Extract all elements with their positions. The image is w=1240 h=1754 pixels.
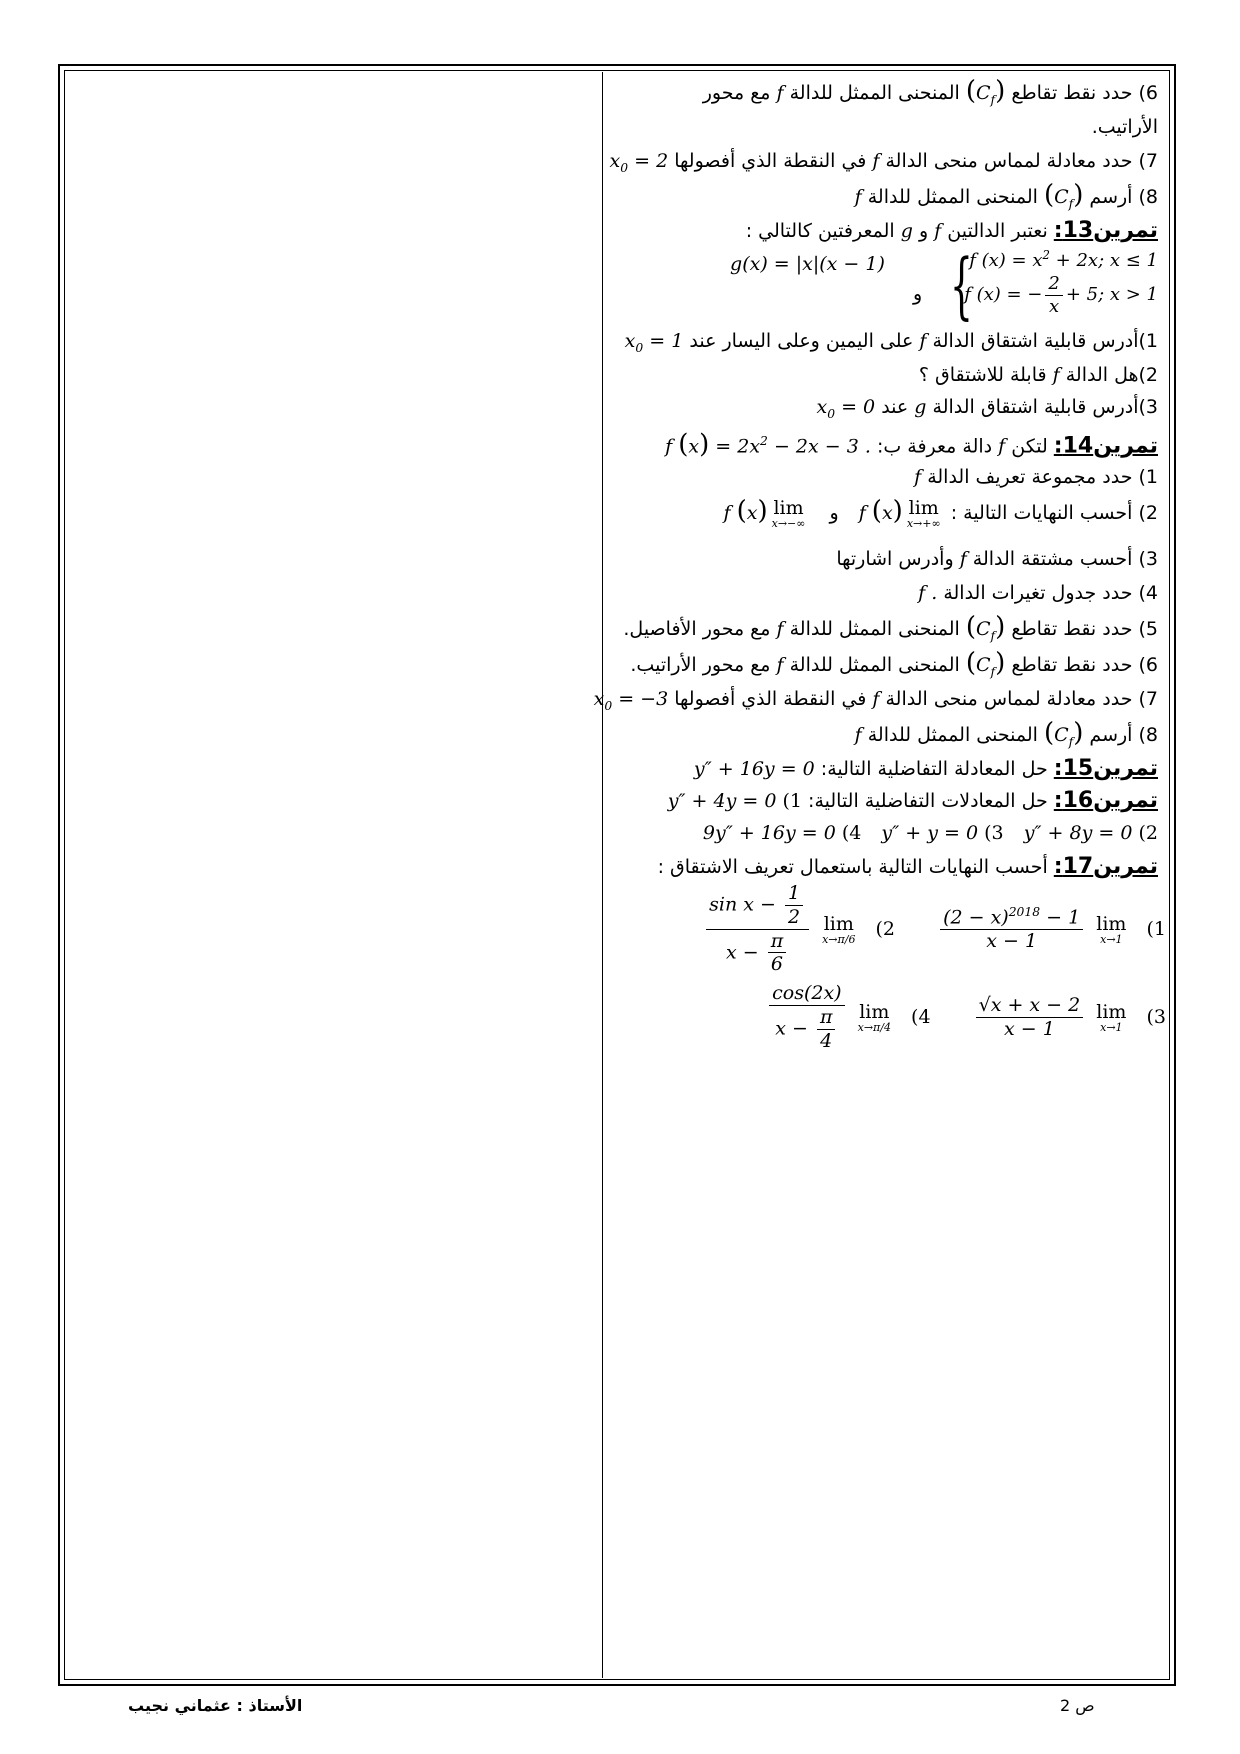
ex13-definitions: { f $(x) = x^2 + 2x$; x ≤ 1 f (x) = − $\frac{2}{x}$ + 5; x > 1 و g(x) = |x|(x − 1) [730, 243, 1158, 327]
ex16-title: تمرين16: [1053, 788, 1158, 813]
ex12-question-7: 7) حدد معادلة لمماس منحى الدالة f في النقطة الذي أفصولها $x_0 = 2$ [609, 150, 1158, 175]
column-divider [602, 72, 603, 1678]
ex14-question-5: 5) حدد نقط تقاطع $(C_f)$ المنحنى الممثل للدالة f مع محور الأفاصيل. [623, 612, 1158, 643]
ex12-question-8: 8) أرسم $(C_f)$ المنحنى الممثل للدالة f [854, 180, 1158, 211]
ex14-heading: تمرين14: لتكن f دالة معرفة ب: f $(x) = 2x^2 - 2x - 3$ . [665, 429, 1158, 460]
ex13-question-2: 2)هل الدالة f قابلة للاشتقاق ؟ [918, 364, 1158, 386]
ex15-heading: تمرين15: حل المعادلة التفاضلية التالية: y″ + 16y = 0 [693, 756, 1158, 781]
ex14-title: تمرين14: [1053, 433, 1158, 459]
ex17-heading: تمرين17: أحسب النهايات التالية باستعمال تعريف الاشتقاق : [657, 854, 1158, 879]
ex12-question-6: 6) حدد نقط تقاطع $(C_f)$ المنحنى الممثل للدالة f مع محور [702, 76, 1158, 107]
teacher-name: الأستاذ : عثماني نجيب [128, 1696, 303, 1715]
piecewise-f: { f $(x) = x^2 + 2x$; x ≤ 1 f (x) = − $\frac{2}{x}$ + 5; x > 1 [950, 243, 1158, 327]
ex15-title: تمرين15: [1053, 756, 1158, 781]
ex16-heading: تمرين16: حل المعادلات التفاضلية التالية: (1 y″ + 4y = 0 [667, 788, 1158, 813]
ex14-question-1: 1) حدد مجموعة تعريف الدالة f [914, 466, 1158, 488]
ex13-heading: تمرين13: نعتبر الدالتين f و g المعرفتين كالتالي : [745, 218, 1158, 243]
ex14-question-8: 8) أرسم $(C_f)$ المنحنى الممثل للدالة f [854, 718, 1158, 749]
ex14-question-7: 7) حدد معادلة لمماس منحى الدالة f في النقطة الذي أفصولها $x_0 = -3$ [593, 688, 1158, 713]
ex14-question-4: 4) حدد جدول تغيرات الدالة f . [918, 582, 1158, 604]
ex16-equations: (2 y″ + 8y = 0 (3 y″ + y = 0 (4 9y″ + 16y = 0 [702, 822, 1158, 844]
ex13-question-3: 3)أدرس قابلية اشتقاق الدالة g عند $x_0 = 0$ [816, 396, 1158, 421]
ex17-title: تمرين17: [1053, 854, 1158, 879]
ex12-question-6-cont: الأراتيب. [1091, 116, 1158, 138]
ex14-question-2: 2) أحسب النهايات التالية : lim x→+∞ f (x) و lim x→−∞ f (x) [723, 496, 1158, 530]
ex14-question-3: 3) أحسب مشتقة الدالة f وأدرس اشارتها [836, 548, 1158, 570]
ex17-limits-row-1: (1 lim x→1 $\frac{(2 - x)^{2018} - 1}{x - 1}$ (2 lim x→π/6 sin x − $\frac{1}{2}$ x − $\frac{\pi}{6}$ [703, 882, 1166, 976]
ex13-question-1: 1)أدرس قابلية اشتقاق الدالة f على اليمين وعلى اليسار عند $x_0 = 1$ [624, 330, 1158, 355]
ex17-limits-row-2: (3 lim x→1 $\frac{√x + x - 2}{x - 1}$ (4 lim x→π/4 cos(2x) x − $\frac{\pi}{4}$ [766, 982, 1166, 1052]
ex14-question-6: 6) حدد نقط تقاطع $(C_f)$ المنحنى الممثل للدالة f مع محور الأراتيب. [630, 648, 1158, 679]
ex13-title: تمرين13: [1053, 218, 1158, 243]
exercise-column [593, 72, 1166, 1672]
page-number: ص 2 [1060, 1696, 1095, 1715]
